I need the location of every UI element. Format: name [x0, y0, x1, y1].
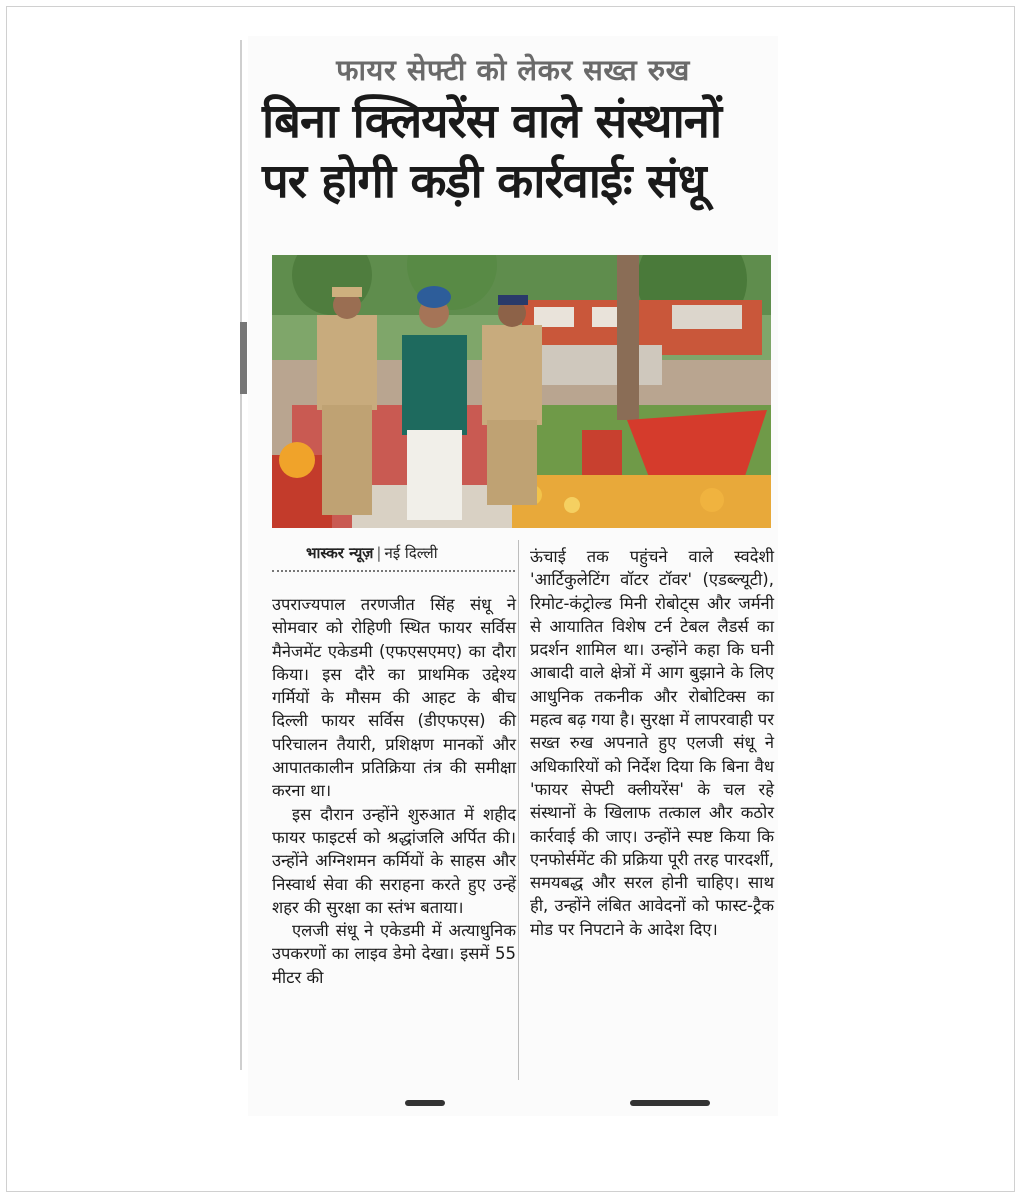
article-paragraph: ऊंचाई तक पहुंचने वाले स्वदेशी 'आर्टिकुलेटिंग वॉटर टॉवर' (एडब्ल्यूटी), रिमोट-कंट्रोल्ड मिनी रोबोट्स और जर्मनी से आयातित विशेष टर्न टेबल लैडर्स का प्रदर्शन शामिल था। उन्होंने कहा कि घनी आबादी वाले क्षेत्रों में आग बुझाने के लिए आधुनिक तकनीक और रोबोटिक्स का महत्व बढ़ गया है। सुरक्षा में लापरवाही पर सख्त रुख अपनाते हुए एलजी संधू ने अधिकारियों को निर्देश दिया कि बिना वैध 'फायर सेफ्टी क्लीयरेंस' के चल रहे संस्थानों के खिलाफ तत्काल और कठोर कार्रवाई की जाए। उन्होंने स्पष्ट किया कि एनफोर्समेंट की प्रक्रिया पूरी तरह पारदर्शी, समयबद्ध और सरल होनी चाहिए। साथ ही, उन्होंने लंबित आवेदनों को फास्ट-ट्रैक मोड पर निपटाने के आदेश दिए। [530, 547, 774, 939]
article-paragraph: इस दौरान उन्होंने शुरुआत में शहीद फायर फाइटर्स को श्रद्धांजलि अर्पित की। उन्होंने अग्निशमन कर्मियों के साहस और निस्वार्थ सेवा की सराहना करते हुए उन्हें शहर की सुरक्षा का स्तंभ बताया। [272, 804, 516, 917]
article-right-column [530, 545, 774, 941]
byline-place: नई दिल्ली [384, 544, 438, 562]
byline [306, 543, 438, 563]
photo-illustration [272, 255, 771, 528]
article-paragraph: एलजी संधू ने एकेडमी में अत्याधुनिक उपकरणों का लाइव डेमो देखा। इसमें 55 मीटर की [272, 921, 516, 987]
byline-source: भास्कर न्यूज़ [306, 544, 374, 562]
kicker-headline: फायर सेफ्टी को लेकर सख्त रुख [336, 53, 690, 87]
page-fold-line [240, 40, 242, 1070]
main-headline [262, 92, 782, 212]
headline-line-1: बिना क्लियरेंस वाले संस्थानों [262, 94, 722, 149]
article-left-column [272, 593, 516, 989]
cut-off-text-fragment [630, 1100, 710, 1106]
byline-separator: | [376, 544, 382, 562]
dotted-rule [272, 570, 515, 572]
cut-off-text-fragment [405, 1100, 445, 1106]
headline-line-2: पर होगी कड़ी कार्रवाईः संधू [262, 154, 706, 209]
scroll-handle[interactable] [240, 322, 247, 394]
news-photo [272, 255, 771, 528]
column-divider [518, 540, 519, 1080]
article-paragraph: उपराज्यपाल तरणजीत सिंह संधू ने सोमवार को रोहिणी स्थित फायर सर्विस मैनेजमेंट एकेडमी (एफएसएमए) का दौरा किया। इस दौरे का प्राथमिक उद्देश्य गर्मियों के मौसम की आहट के बीच दिल्ली फायर सर्विस (डीएफएस) की परिचालन तैयारी, प्रशिक्षण मानकों और आपातकालीन प्रतिक्रिया तंत्र की समीक्षा करना था। [272, 595, 516, 801]
